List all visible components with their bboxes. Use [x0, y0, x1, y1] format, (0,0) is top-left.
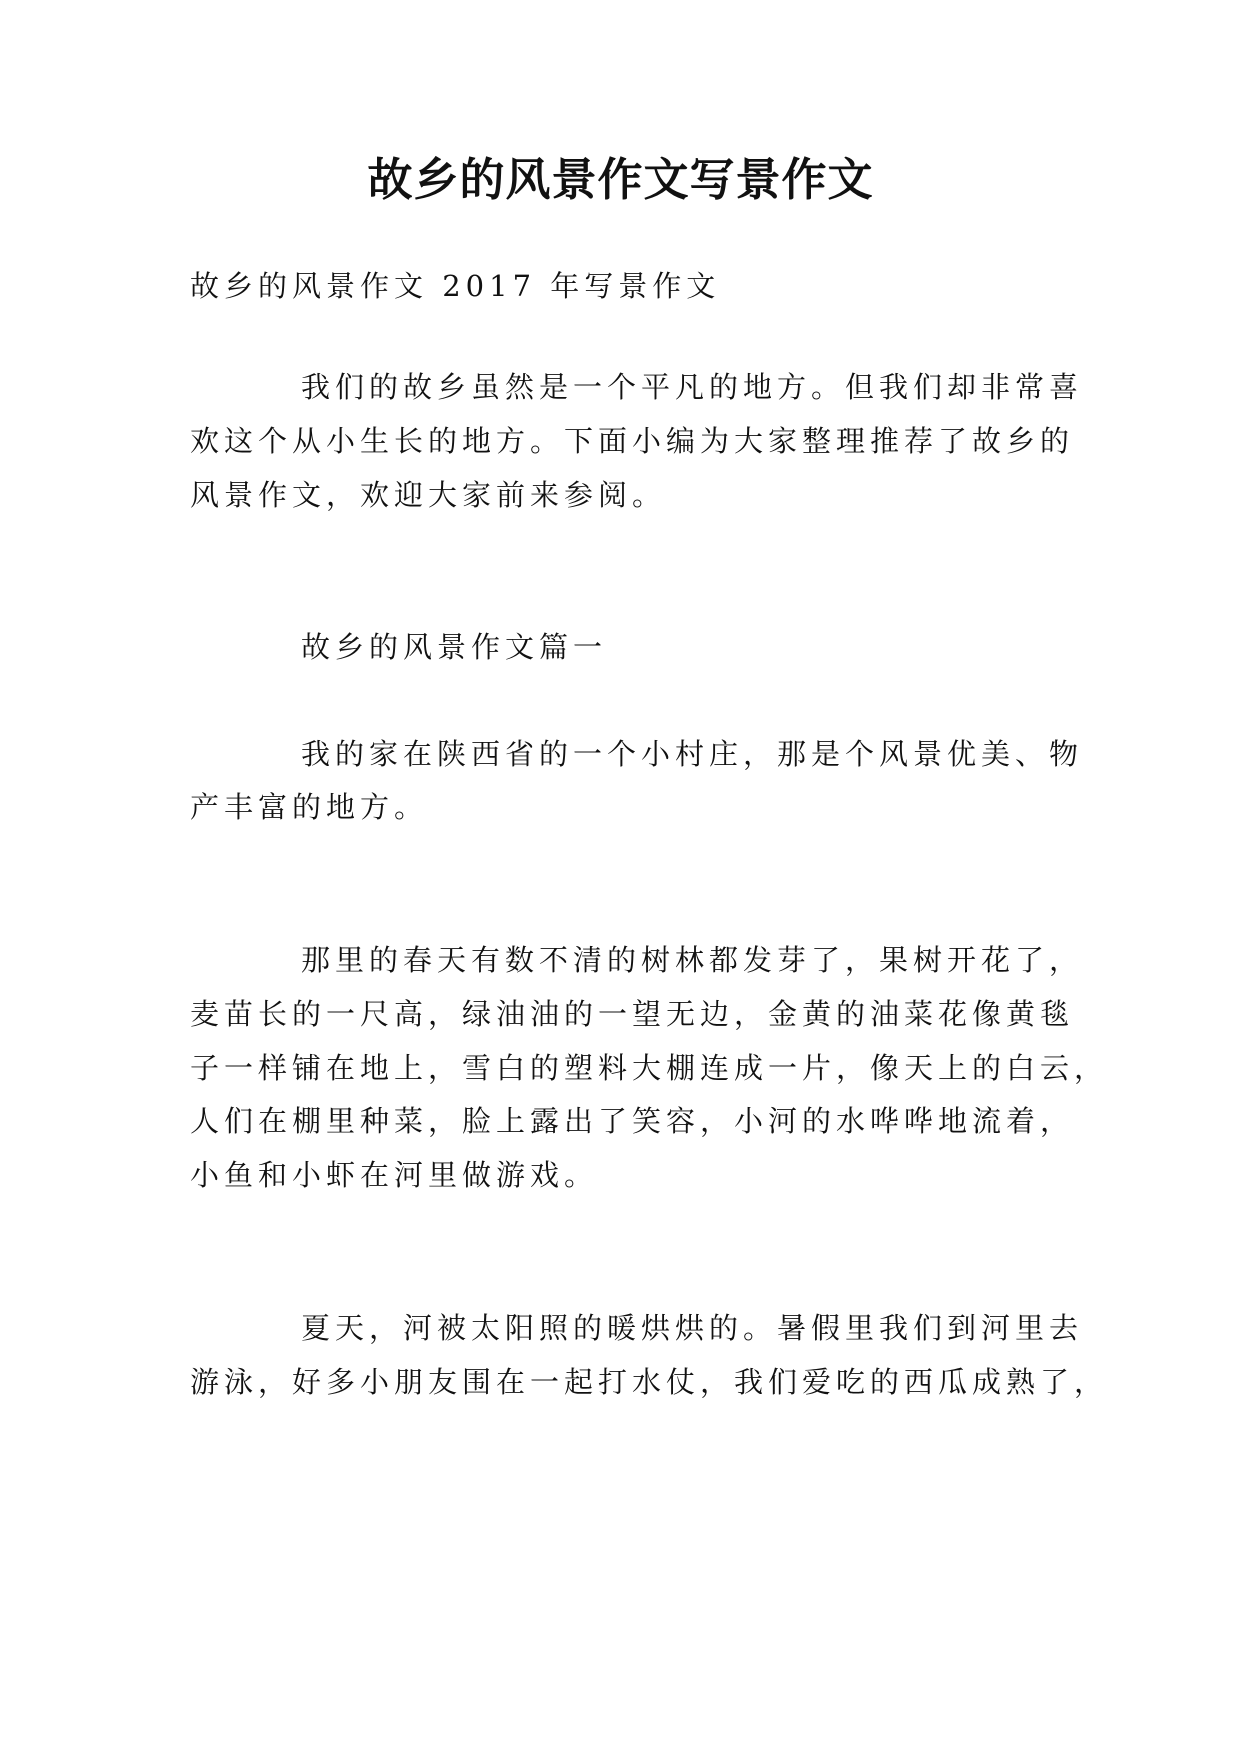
para1-line-1: 我的家在陕西省的一个小村庄，那是个风景优美、物: [301, 737, 1084, 771]
intro-line-1: 我们的故乡虽然是一个平凡的地方。但我们却非常喜: [301, 370, 1084, 404]
para2-line-1: 那里的春天有数不清的树林都发芽了，果树开花了，: [301, 943, 1084, 977]
intro-line-2: 欢这个从小生长的地方。下面小编为大家整理推荐了故乡的: [190, 424, 1075, 458]
para3-line-1: 夏天，河被太阳照的暖烘烘的。暑假里我们到河里去: [301, 1311, 1084, 1345]
para2-line-3: 子一样铺在地上，雪白的塑料大棚连成一片，像天上的白云，: [190, 1051, 1109, 1085]
document-title: 故乡的风景作文写景作文: [367, 153, 874, 206]
intro-line-3: 风景作文，欢迎大家前来参阅。: [190, 478, 667, 512]
para2-line-4: 人们在棚里种菜，脸上露出了笑容，小河的水哗哗地流着，: [190, 1104, 1075, 1138]
para2-line-5: 小鱼和小虾在河里做游戏。: [190, 1158, 599, 1192]
para3-line-2: 游泳，好多小朋友围在一起打水仗，我们爱吃的西瓜成熟了，: [190, 1365, 1109, 1399]
para2-line-2: 麦苗长的一尺高，绿油油的一望无边，金黄的油菜花像黄毯: [190, 997, 1075, 1031]
para1-line-2: 产丰富的地方。: [190, 790, 429, 824]
section-heading: 故乡的风景作文篇一: [301, 630, 608, 664]
document-subtitle: 故乡的风景作文 2017 年写景作文: [190, 269, 721, 303]
